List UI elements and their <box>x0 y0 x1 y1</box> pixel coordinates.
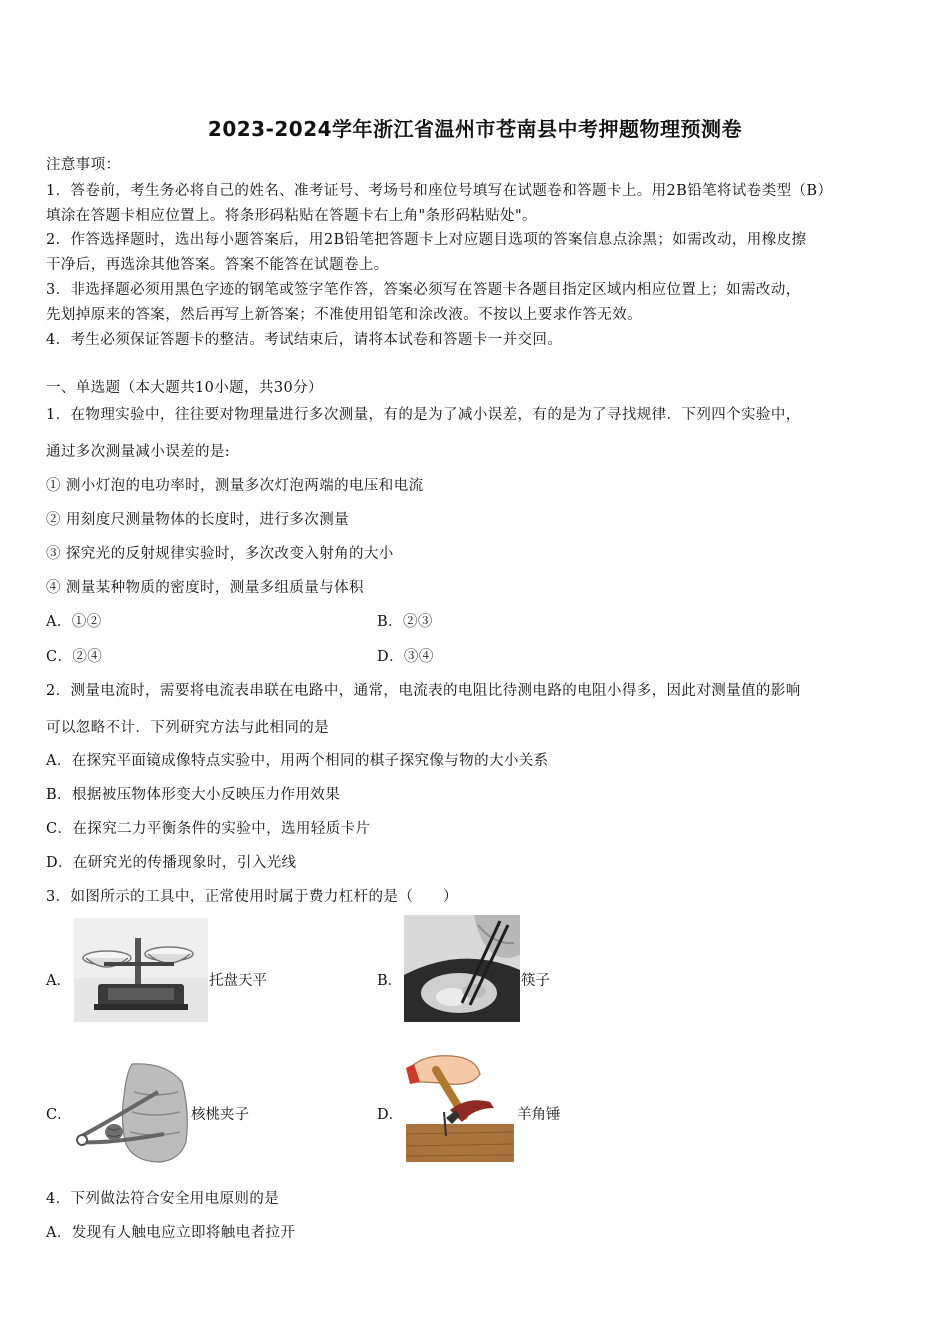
q1-option-d: D．③④ <box>377 649 434 665</box>
q3-option-d-caption: 羊角锤 <box>517 1107 561 1123</box>
balance-scale-image <box>74 918 208 1022</box>
q2-stem-line-2: 可以忽略不计．下列研究方法与此相同的是 <box>46 720 330 736</box>
nutcracker-image <box>74 1062 190 1163</box>
q2-stem-line-1: 2．测量电流时，需要将电流表串联在电路中，通常，电流表的电阻比待测电路的电阻小得多，因此对测量值的影响 <box>46 683 801 699</box>
q1-item-1: ① 测小灯泡的电功率时，测量多次灯泡两端的电压和电流 <box>46 478 424 494</box>
q3-option-b-caption: 筷子 <box>521 973 550 989</box>
notice-line-7: 4．考生必须保证答题卡的整洁。考试结束后，请将本试卷和答题卡一并交回。 <box>46 332 563 348</box>
q4-stem: 4．下列做法符合安全用电原则的是 <box>46 1191 280 1207</box>
notice-heading: 注意事项： <box>46 157 121 173</box>
q2-option-b: B．根据被压物体形变大小反映压力作用效果 <box>46 787 341 803</box>
q1-item-3: ③ 探究光的反射规律实验时，多次改变入射角的大小 <box>46 546 394 562</box>
q1-stem-line-2: 通过多次测量减小误差的是: <box>46 444 231 460</box>
exam-title: 2023-2024学年浙江省温州市苍南县中考押题物理预测卷 <box>207 117 743 141</box>
section-heading: 一、单选题（本大题共10小题，共30分） <box>46 380 323 396</box>
q3-stem: 3．如图所示的工具中，正常使用时属于费力杠杆的是（ ） <box>46 889 458 905</box>
notice-line-4: 干净后，再选涂其他答案。答案不能答在试题卷上。 <box>46 257 389 273</box>
claw-hammer-image <box>406 1052 514 1162</box>
q1-stem-line-1: 1．在物理实验中，往往要对物理量进行多次测量，有的是为了减小误差，有的是为了寻找规律．下列四个实验中， <box>46 407 801 423</box>
q2-option-c: C．在探究二力平衡条件的实验中，选用轻质卡片 <box>46 821 371 837</box>
notice-line-2: 填涂在答题卡相应位置上。将条形码粘贴在答题卡右上角"条形码粘贴处"。 <box>46 208 537 224</box>
q2-option-a: A．在探究平面镜成像特点实验中，用两个相同的棋子探究像与物的大小关系 <box>46 753 549 769</box>
q2-option-d: D．在研究光的传播现象时，引入光线 <box>46 855 297 871</box>
q3-option-c-caption: 核桃夹子 <box>191 1107 249 1123</box>
q1-option-a: A．①② <box>46 614 102 630</box>
notice-line-6: 先划掉原来的答案，然后再写上新答案；不准使用铅笔和涂改液。不按以上要求作答无效。 <box>46 307 642 323</box>
q3-option-a-letter: A． <box>46 973 71 989</box>
notice-line-1: 1．答卷前，考生务必将自己的姓名、准考证号、考场号和座位号填写在试题卷和答题卡上。用2B铅笔将试卷类型（B） <box>46 183 833 199</box>
q3-option-d-letter: D． <box>377 1107 404 1123</box>
q1-option-b: B．②③ <box>377 614 433 630</box>
q3-option-a-caption: 托盘天平 <box>209 973 267 989</box>
notice-line-3: 2．作答选择题时，选出每小题答案后，用2B铅笔把答题卡上对应题目选项的答案信息点涂黑；如需改动，用橡皮擦 <box>46 232 807 248</box>
q4-option-a: A．发现有人触电应立即将触电者拉开 <box>46 1225 296 1241</box>
q3-option-b-letter: B． <box>377 973 403 989</box>
q1-item-4: ④ 测量某种物质的密度时，测量多组质量与体积 <box>46 580 364 596</box>
chopsticks-image <box>404 915 520 1022</box>
q3-option-c-letter: C． <box>46 1107 72 1123</box>
q1-item-2: ② 用刻度尺测量物体的长度时，进行多次测量 <box>46 512 350 528</box>
notice-line-5: 3．非选择题必须用黑色字迹的钢笔或签字笔作答，答案必须写在答题卡各题目指定区域内相应位置上；如需改动， <box>46 282 801 298</box>
q1-option-c: C．②④ <box>46 649 103 665</box>
